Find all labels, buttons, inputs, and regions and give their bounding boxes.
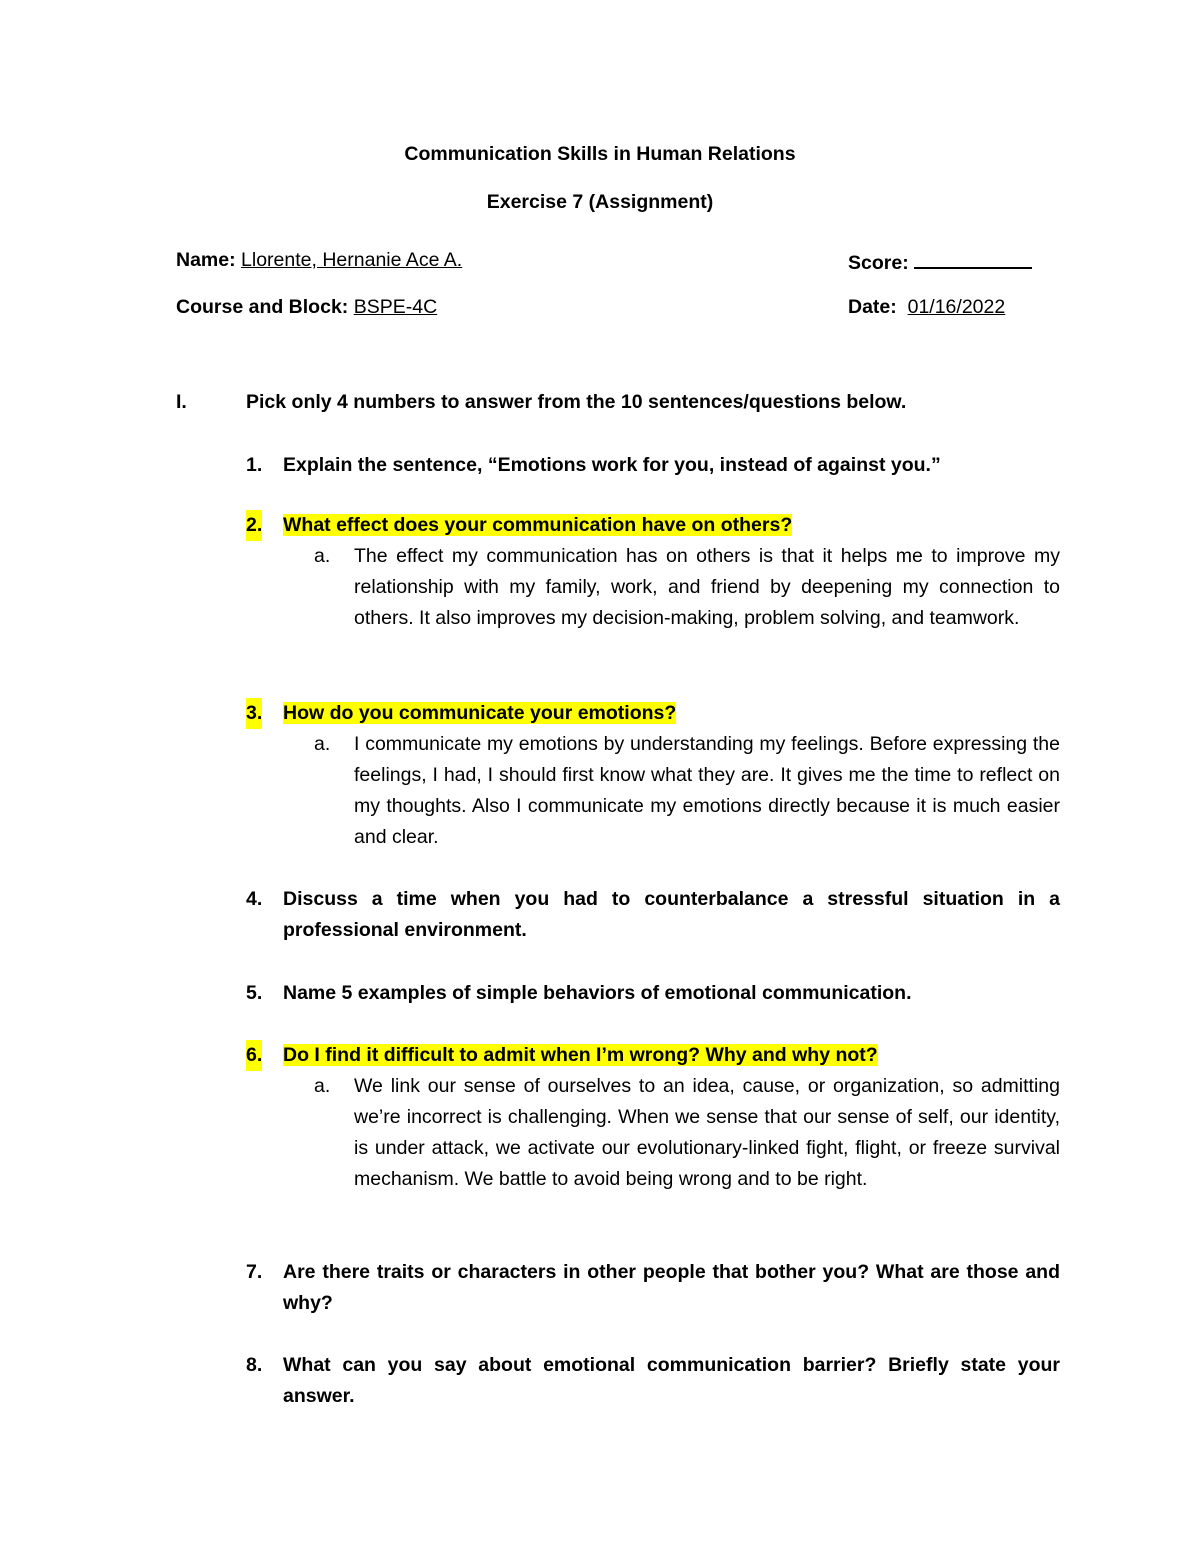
highlighted-question-text: Do I find it difficult to admit when I’m wrong? Why and why not?	[283, 1044, 878, 1066]
question-text	[283, 450, 1060, 481]
question-number: 6.	[246, 1040, 262, 1071]
question-text	[283, 510, 1060, 541]
question-text: Are there traits or characters in other people that bother you? What are those and why?	[283, 1261, 1060, 1314]
question-number: 1.	[246, 454, 263, 476]
question-5	[246, 978, 1060, 1009]
highlighted-question-text: What effect does your communication have on others?	[283, 514, 793, 536]
question-text: Name 5 examples of simple behaviors of emotional communication.	[283, 982, 912, 1004]
answer-3	[314, 729, 1060, 853]
answer-letter: a.	[314, 733, 331, 755]
question-8	[246, 1350, 1060, 1412]
question-text: What can you say about emotional communication barrier? Briefly state your answer.	[283, 1354, 1060, 1407]
name-field	[176, 249, 462, 272]
answer-6	[314, 1071, 1060, 1195]
course-field	[176, 296, 437, 319]
question-6	[246, 1040, 1060, 1071]
document-subtitle: Exercise 7 (Assignment)	[486, 191, 714, 213]
answer-text: The effect my communication has on others is that it helps me to improve my relationship with my family, work, and friend by deepening my connection to others. It also improves my decision-making, problem solving, and teamwork.	[354, 545, 1060, 629]
answer-2	[314, 541, 1060, 634]
answer-text: I communicate my emotions by understanding my feelings. Before expressing the feelings, I had, I should first know what they are. It gives me the time to reflect on my thoughts. Also I communicate my emotions directly because it is much easier and clear.	[354, 733, 1060, 848]
question-4	[246, 884, 1060, 946]
question-number: 3.	[246, 698, 262, 729]
score-label: Score:	[848, 252, 909, 274]
question-number: 5.	[246, 982, 263, 1004]
date-value: 01/16/2022	[907, 296, 1006, 318]
answer-letter: a.	[314, 545, 331, 567]
question-number: 2.	[246, 510, 262, 541]
document-title: Communication Skills in Human Relations	[404, 143, 796, 165]
question-number: 8.	[246, 1354, 263, 1376]
question-text: Discuss a time when you had to counterbalance a stressful situation in a professional environment.	[283, 888, 1060, 941]
question-3	[246, 698, 1060, 729]
question-number: 7.	[246, 1261, 263, 1283]
section-instruction: Pick only 4 numbers to answer from the 10 sentences/questions below.	[246, 391, 907, 413]
name-label: Name:	[176, 249, 236, 271]
answer-text: We link our sense of ourselves to an idea, cause, or organization, so admitting we’re incorrect is challenging. When we sense that our sense of self, our identity, is under attack, we activate our evolutionary-linked fight, flight, or freeze survival mechanism. We battle to avoid being wrong and to be right.	[354, 1075, 1060, 1190]
name-value: Llorente, Hernanie Ace A.	[241, 249, 463, 271]
date-label: Date:	[848, 296, 897, 318]
question-text	[283, 698, 1060, 729]
question-2	[246, 510, 1060, 541]
question-1	[246, 450, 1060, 481]
section-numeral: I.	[176, 391, 187, 413]
course-value: BSPE-4C	[353, 296, 438, 318]
date-field	[848, 296, 1005, 319]
highlighted-question-text: How do you communicate your emotions?	[283, 702, 677, 724]
question-7	[246, 1257, 1060, 1319]
score-field	[848, 249, 1032, 275]
score-blank	[914, 249, 1032, 269]
question-text	[283, 1040, 1060, 1071]
question-text-inner: Explain the sentence, “Emotions work for you, instead of against you.”	[283, 454, 941, 476]
question-number: 4.	[246, 888, 263, 910]
course-label: Course and Block:	[176, 296, 349, 318]
answer-letter: a.	[314, 1075, 331, 1097]
